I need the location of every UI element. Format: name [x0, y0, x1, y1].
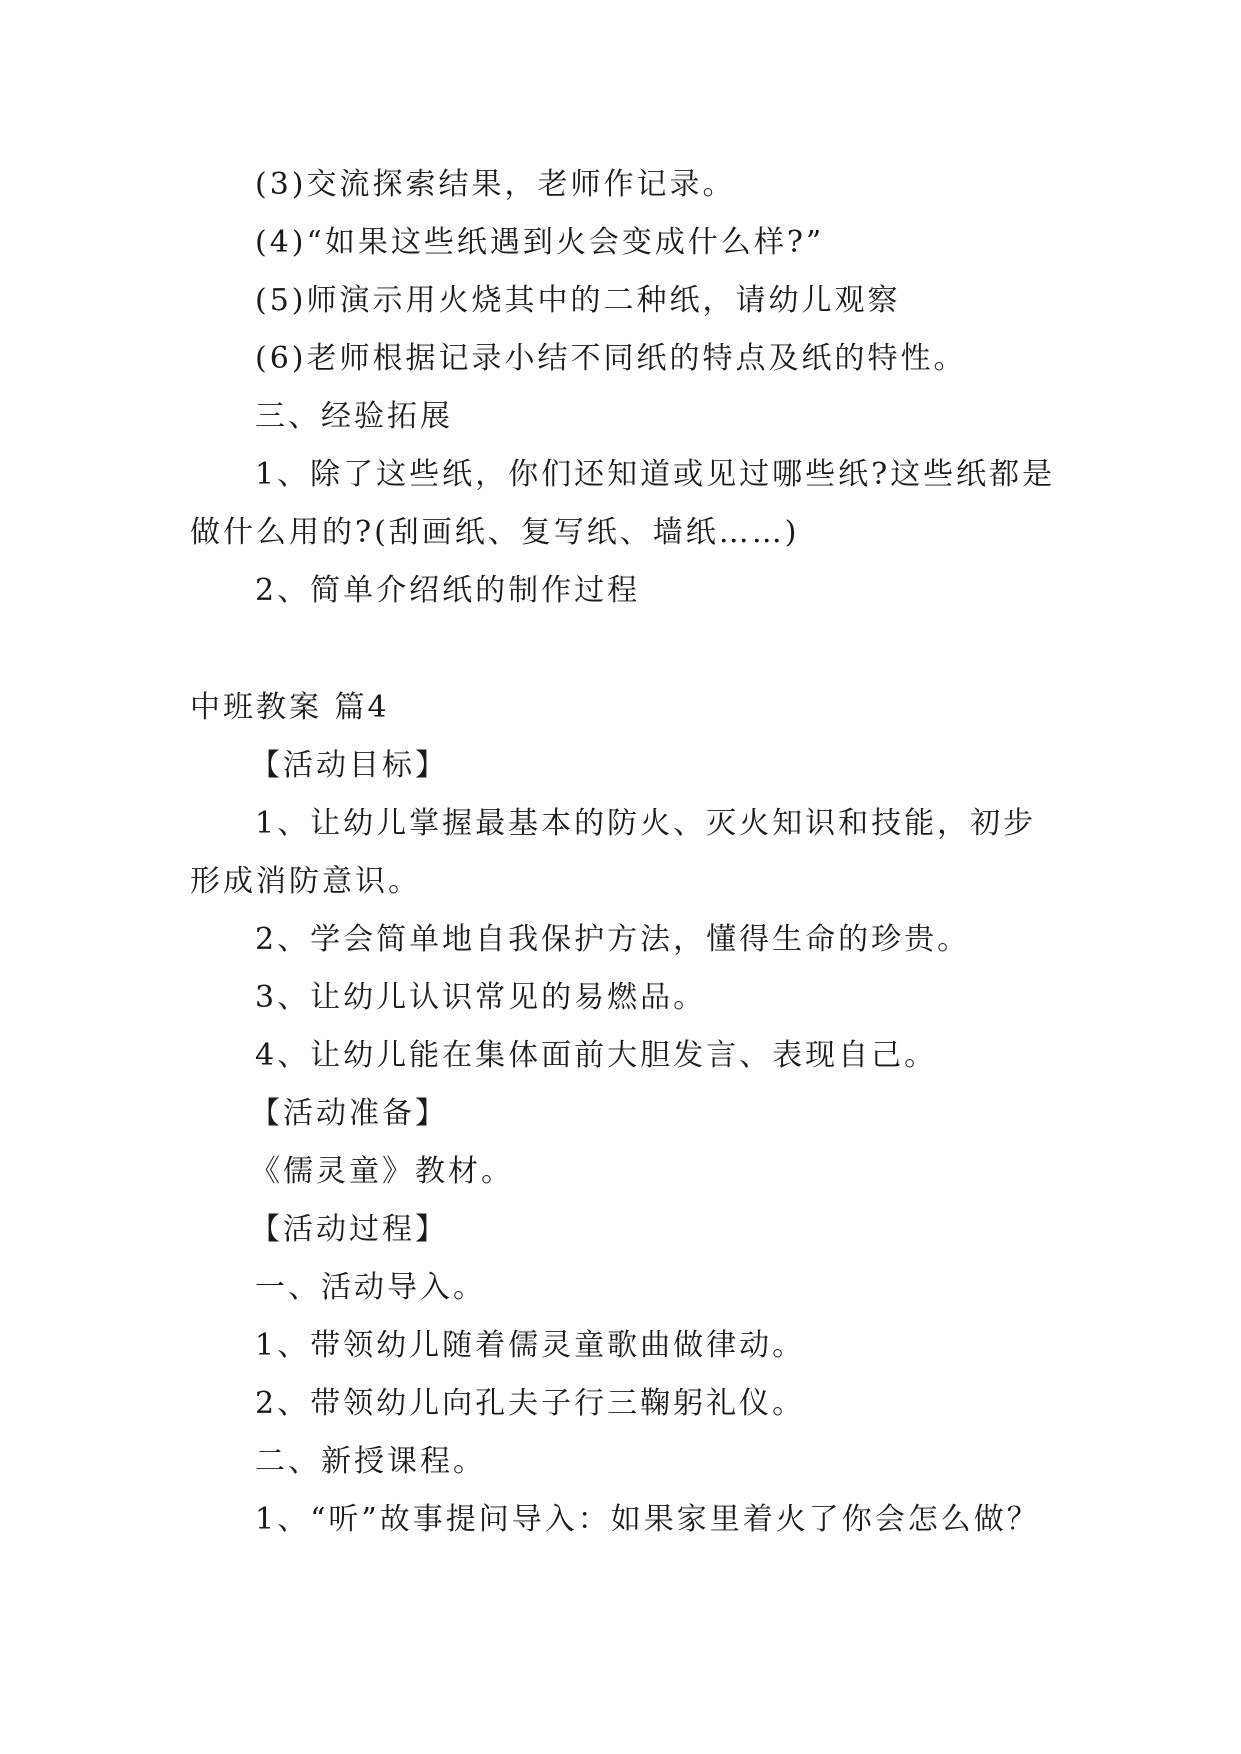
process-section-intro: 一、活动导入。	[255, 1270, 486, 1305]
intro-step-2: 2、带领幼儿向孔夫子行三鞠躬礼仪。	[255, 1386, 806, 1421]
goal-2: 2、学会简单地自我保护方法，懂得生命的珍贵。	[255, 922, 971, 957]
step-5-line: (5)师演示用火烧其中的二种纸，请幼儿观察	[255, 283, 901, 318]
goal-3: 3、让幼儿认识常见的易燃品。	[255, 980, 707, 1015]
new-lesson-step-1: 1、“听”故事提问导入：如果家里着火了你会怎么做？	[255, 1502, 1040, 1537]
step-4-line: (4)“如果这些纸遇到火会变成什么样?”	[255, 225, 825, 260]
step-6-line: (6)老师根据记录小结不同纸的特点及纸的特性。	[255, 341, 967, 376]
section-heading-extension: 三、经验拓展	[255, 399, 453, 434]
extension-item-2: 2、简单介绍纸的制作过程	[255, 573, 641, 608]
heading-activity-preparation: 【活动准备】	[250, 1096, 448, 1131]
article-title: 中班教案 篇4	[190, 690, 390, 725]
process-section-new-lesson: 二、新授课程。	[255, 1444, 486, 1479]
preparation-materials: 《儒灵童》教材。	[250, 1154, 514, 1189]
goal-4: 4、让幼儿能在集体面前大胆发言、表现自己。	[255, 1038, 938, 1073]
goal-1-line-2: 形成消防意识。	[190, 864, 421, 899]
goal-1-line-1: 1、让幼儿掌握最基本的防火、灭火知识和技能，初步	[255, 806, 1037, 841]
extension-item-1-line-2: 做什么用的?(刮画纸、复写纸、墙纸……)	[190, 515, 800, 550]
step-3-line: (3)交流探索结果，老师作记录。	[255, 167, 736, 202]
heading-activity-goals: 【活动目标】	[250, 748, 448, 783]
heading-activity-process: 【活动过程】	[250, 1212, 448, 1247]
extension-item-1-line-1: 1、除了这些纸，你们还知道或见过哪些纸?这些纸都是	[255, 457, 1056, 492]
intro-step-1: 1、带领幼儿随着儒灵童歌曲做律动。	[255, 1328, 806, 1363]
